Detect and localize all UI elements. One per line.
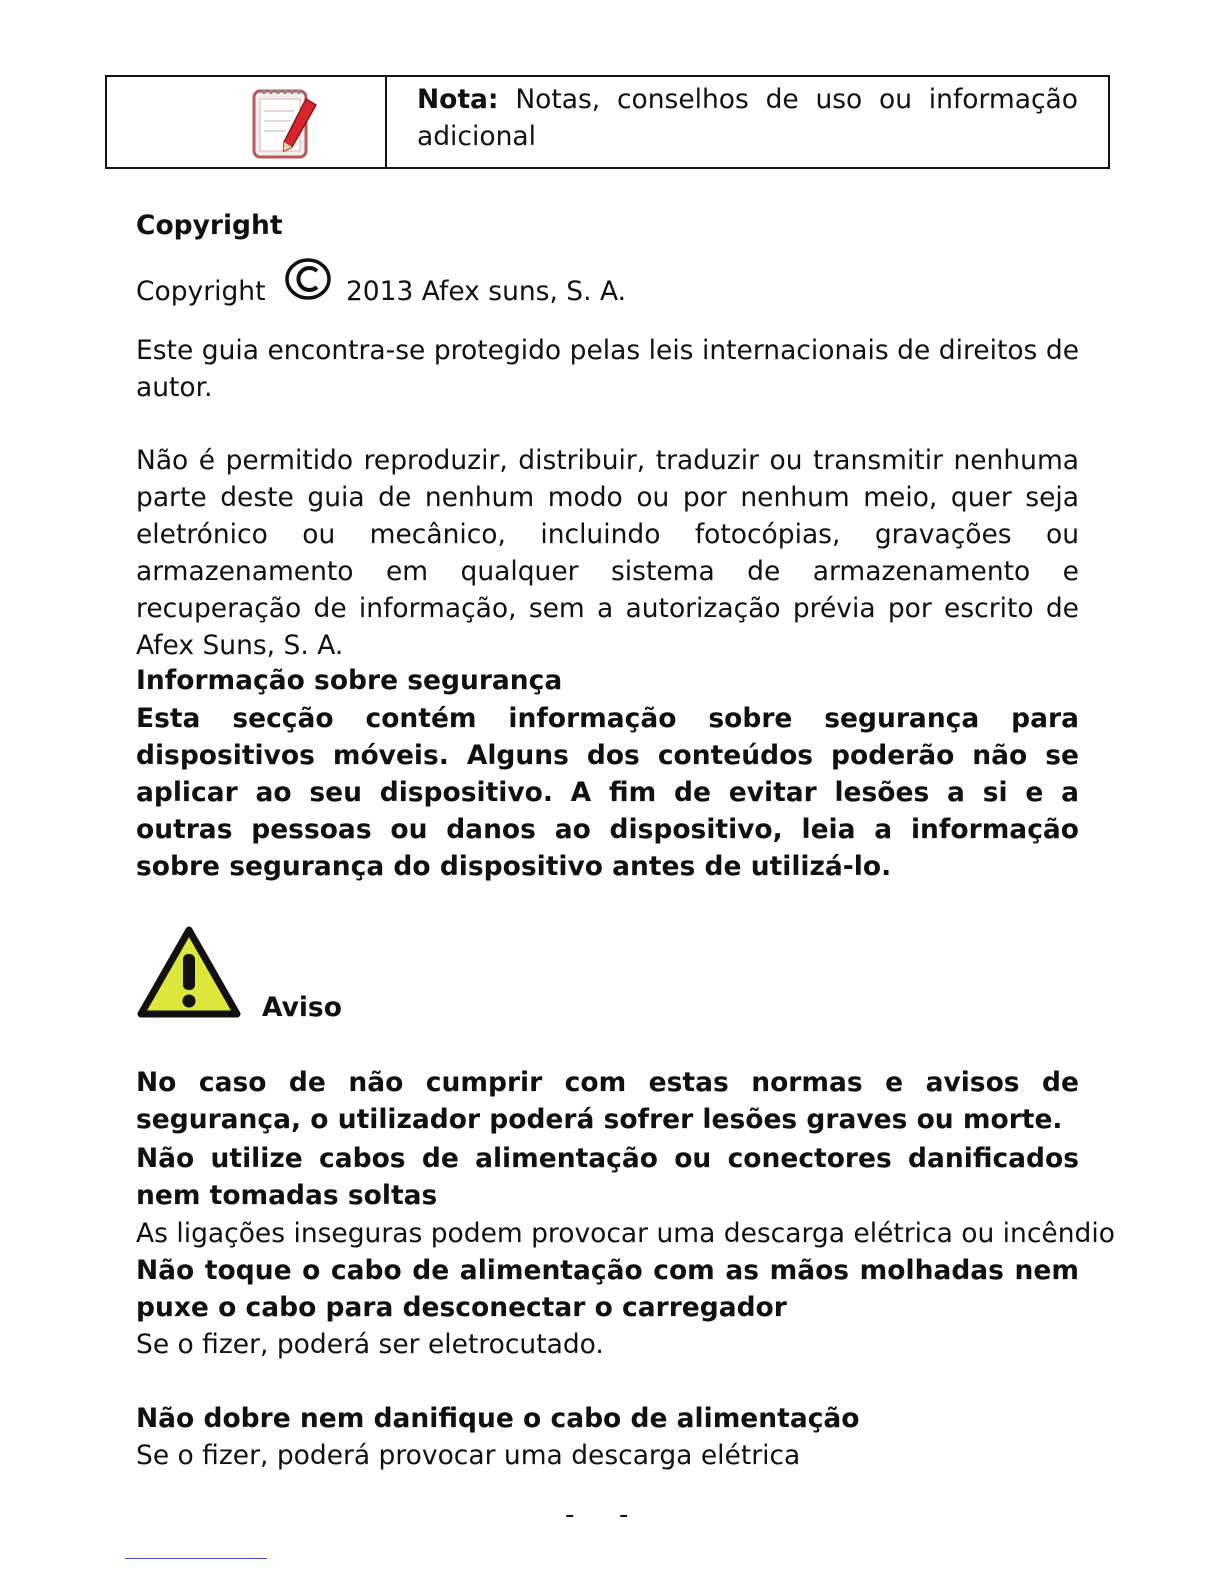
copyright-prefix: Copyright bbox=[136, 276, 266, 307]
safety-intro: Esta secção contém informação sobre segurança para dispositivos móveis. Alguns dos conteúdos poderão não se aplicar ao seu dispositivo. A fim de evitar lesões a si e a outras pessoas ou danos ao dispositivo, leia a informação sobre segurança do dispositivo antes de utilizá-lo. bbox=[136, 703, 1079, 882]
copyright-suffix: 2013 Afex suns, S. A. bbox=[345, 276, 627, 307]
warning-triangle-icon bbox=[136, 924, 242, 1024]
footnote-rule bbox=[125, 1558, 267, 1559]
safety-heading: Informação sobre segurança bbox=[136, 665, 563, 696]
rule3-title: Não dobre nem danifique o cabo de alimentação bbox=[136, 1403, 860, 1434]
note-text: Notas, conselhos de uso ou informação adicional bbox=[417, 84, 1078, 152]
copyright-line bbox=[136, 258, 626, 310]
rule1-title: Não utilize cabos de alimentação ou conectores danificados nem tomadas soltas bbox=[136, 1143, 1079, 1211]
not-permitted-paragraph: Não é permitido reproduzir, distribuir, traduzir ou transmitir nenhuma parte deste guia de nenhum modo ou por nenhum meio, quer seja eletrónico ou mecânico, incluindo fotocópias, gravações ou armazenamento em qualquer sistema de armazenamento e recuperação de informação, sem a autorização prévia por escrito de Afex Suns, S. A. bbox=[136, 445, 1079, 661]
copyright-heading: Copyright bbox=[136, 210, 283, 241]
notepad-pencil-icon bbox=[250, 85, 322, 167]
rule1-text: As ligações inseguras podem provocar uma descarga elétrica ou incêndio bbox=[136, 1218, 1115, 1249]
note-box bbox=[105, 75, 1110, 169]
rule2-text: Se o fizer, poderá ser eletrocutado. bbox=[136, 1329, 604, 1360]
rule2-title: Não toque o cabo de alimentação com as mãos molhadas nem puxe o cabo para desconectar o carregador bbox=[136, 1255, 1079, 1323]
protected-paragraph: Este guia encontra-se protegido pelas leis internacionais de direitos de autor. bbox=[136, 335, 1079, 403]
page-mark-left: - bbox=[565, 1500, 575, 1530]
rule3-text: Se o fizer, poderá provocar uma descarga elétrica bbox=[136, 1440, 801, 1471]
page-mark-right: - bbox=[619, 1500, 629, 1530]
note-label: Nota: bbox=[417, 84, 499, 115]
copyright-icon bbox=[284, 258, 334, 302]
note-text-cell bbox=[387, 77, 1108, 167]
warning-label: Aviso bbox=[262, 992, 342, 1023]
warning-consequence: No caso de não cumprir com estas normas e avisos de segurança, o utilizador poderá sofrer lesões graves ou morte. bbox=[136, 1067, 1079, 1135]
note-icon-cell bbox=[107, 77, 387, 167]
